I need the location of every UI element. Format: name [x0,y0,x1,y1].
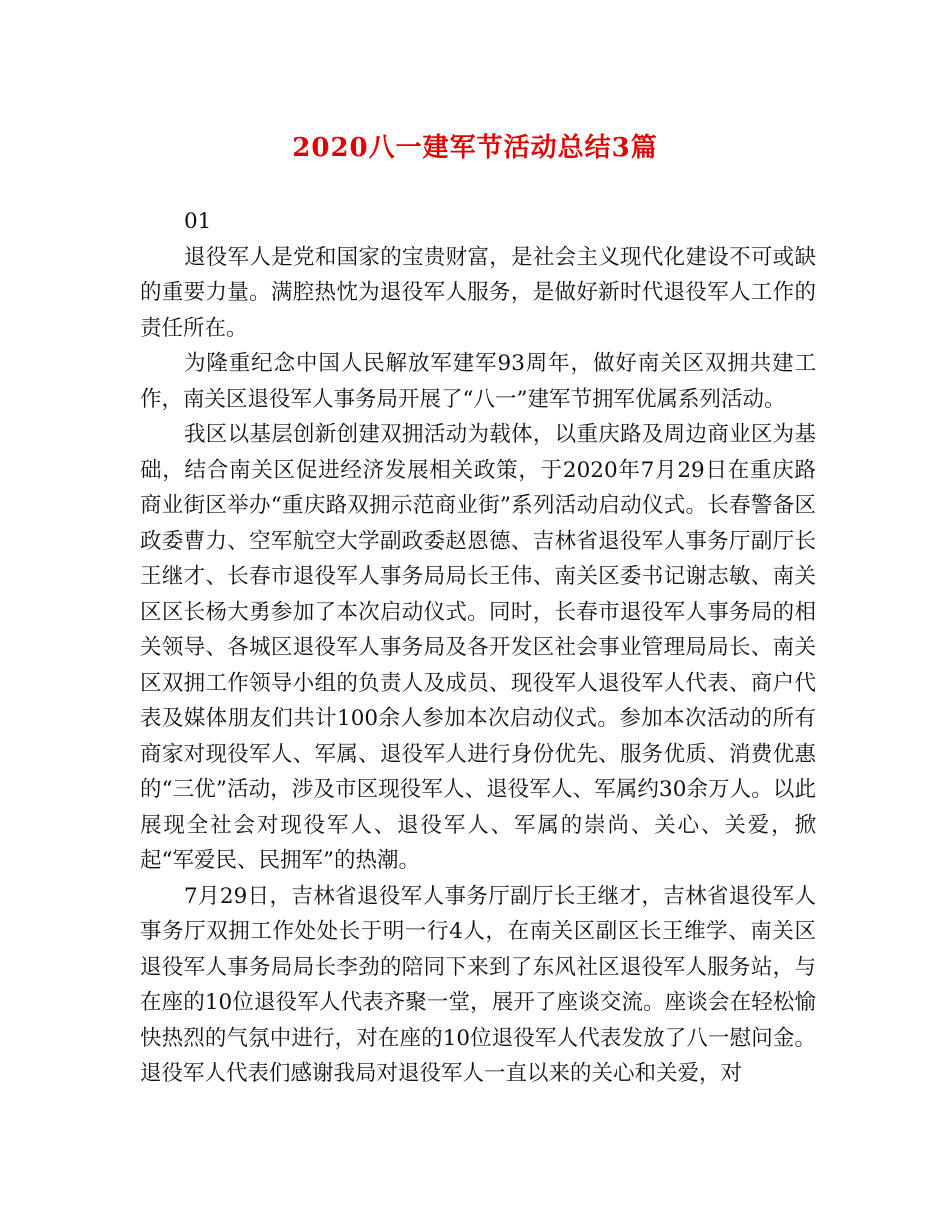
paragraph: 7月29日，吉林省退役军人事务厅副厅长王继才，吉林省退役军人事务厅双拥工作处处长于明一行4人，在南关区副区长王维学、南关区退役军人事务局局长李劲的陪同下来到了东风社区退役军人服务站，与在座的10位退役军人代表齐聚一堂，展开了座谈交流。座谈会在轻松愉快热烈的气氛中进行，对在座的10位退役军人代表发放了八一慰问金。退役军人代表们感谢我局对退役军人一直以来的关心和关爱，对 [140,883,816,1086]
paragraph: 为隆重纪念中国人民解放军建军93周年，做好南关区双拥共建工作，南关区退役军人事务局开展了“八一”建军节拥军优属系列活动。 [140,351,816,412]
document-title: 2020八一建军节活动总结3篇 [292,133,658,163]
document-body [140,204,816,1092]
paragraph: 我区以基层创新创建双拥活动为载体，以重庆路及周边商业区为基础，结合南关区促进经济发展相关政策，于2020年7月29日在重庆路商业街区举办“重庆路双拥示范商业街”系列活动启动仪式。长春警备区政委曹力、空军航空大学副政委赵恩德、吉林省退役军人事务厅副厅长王继才、长春市退役军人事务局局长王伟、南关区委书记谢志敏、南关区区长杨大勇参加了本次启动仪式。同时，长春市退役军人事务局的相关领导、各城区退役军人事务局及各开发区社会事业管理局局长、南关区双拥工作领导小组的负责人及成员、现役军人退役军人代表、商户代表及媒体朋友们共计100余人参加本次启动仪式。参加本次活动的所有商家对现役军人、军属、退役军人进行身份优先、服务优质、消费优惠的“三优”活动，涉及市区现役军人、退役军人、军属约30余万人。以此展现全社会对现役军人、退役军人、军属的崇尚、关心、关爱，掀起“军爱民、民拥军”的热潮。 [140,422,816,873]
section-label: 01 [184,209,212,234]
paragraph: 退役军人是党和国家的宝贵财富，是社会主义现代化建设不可或缺的重要力量。满腔热忱为退役军人服务，是做好新时代退役军人工作的责任所在。 [140,244,816,341]
